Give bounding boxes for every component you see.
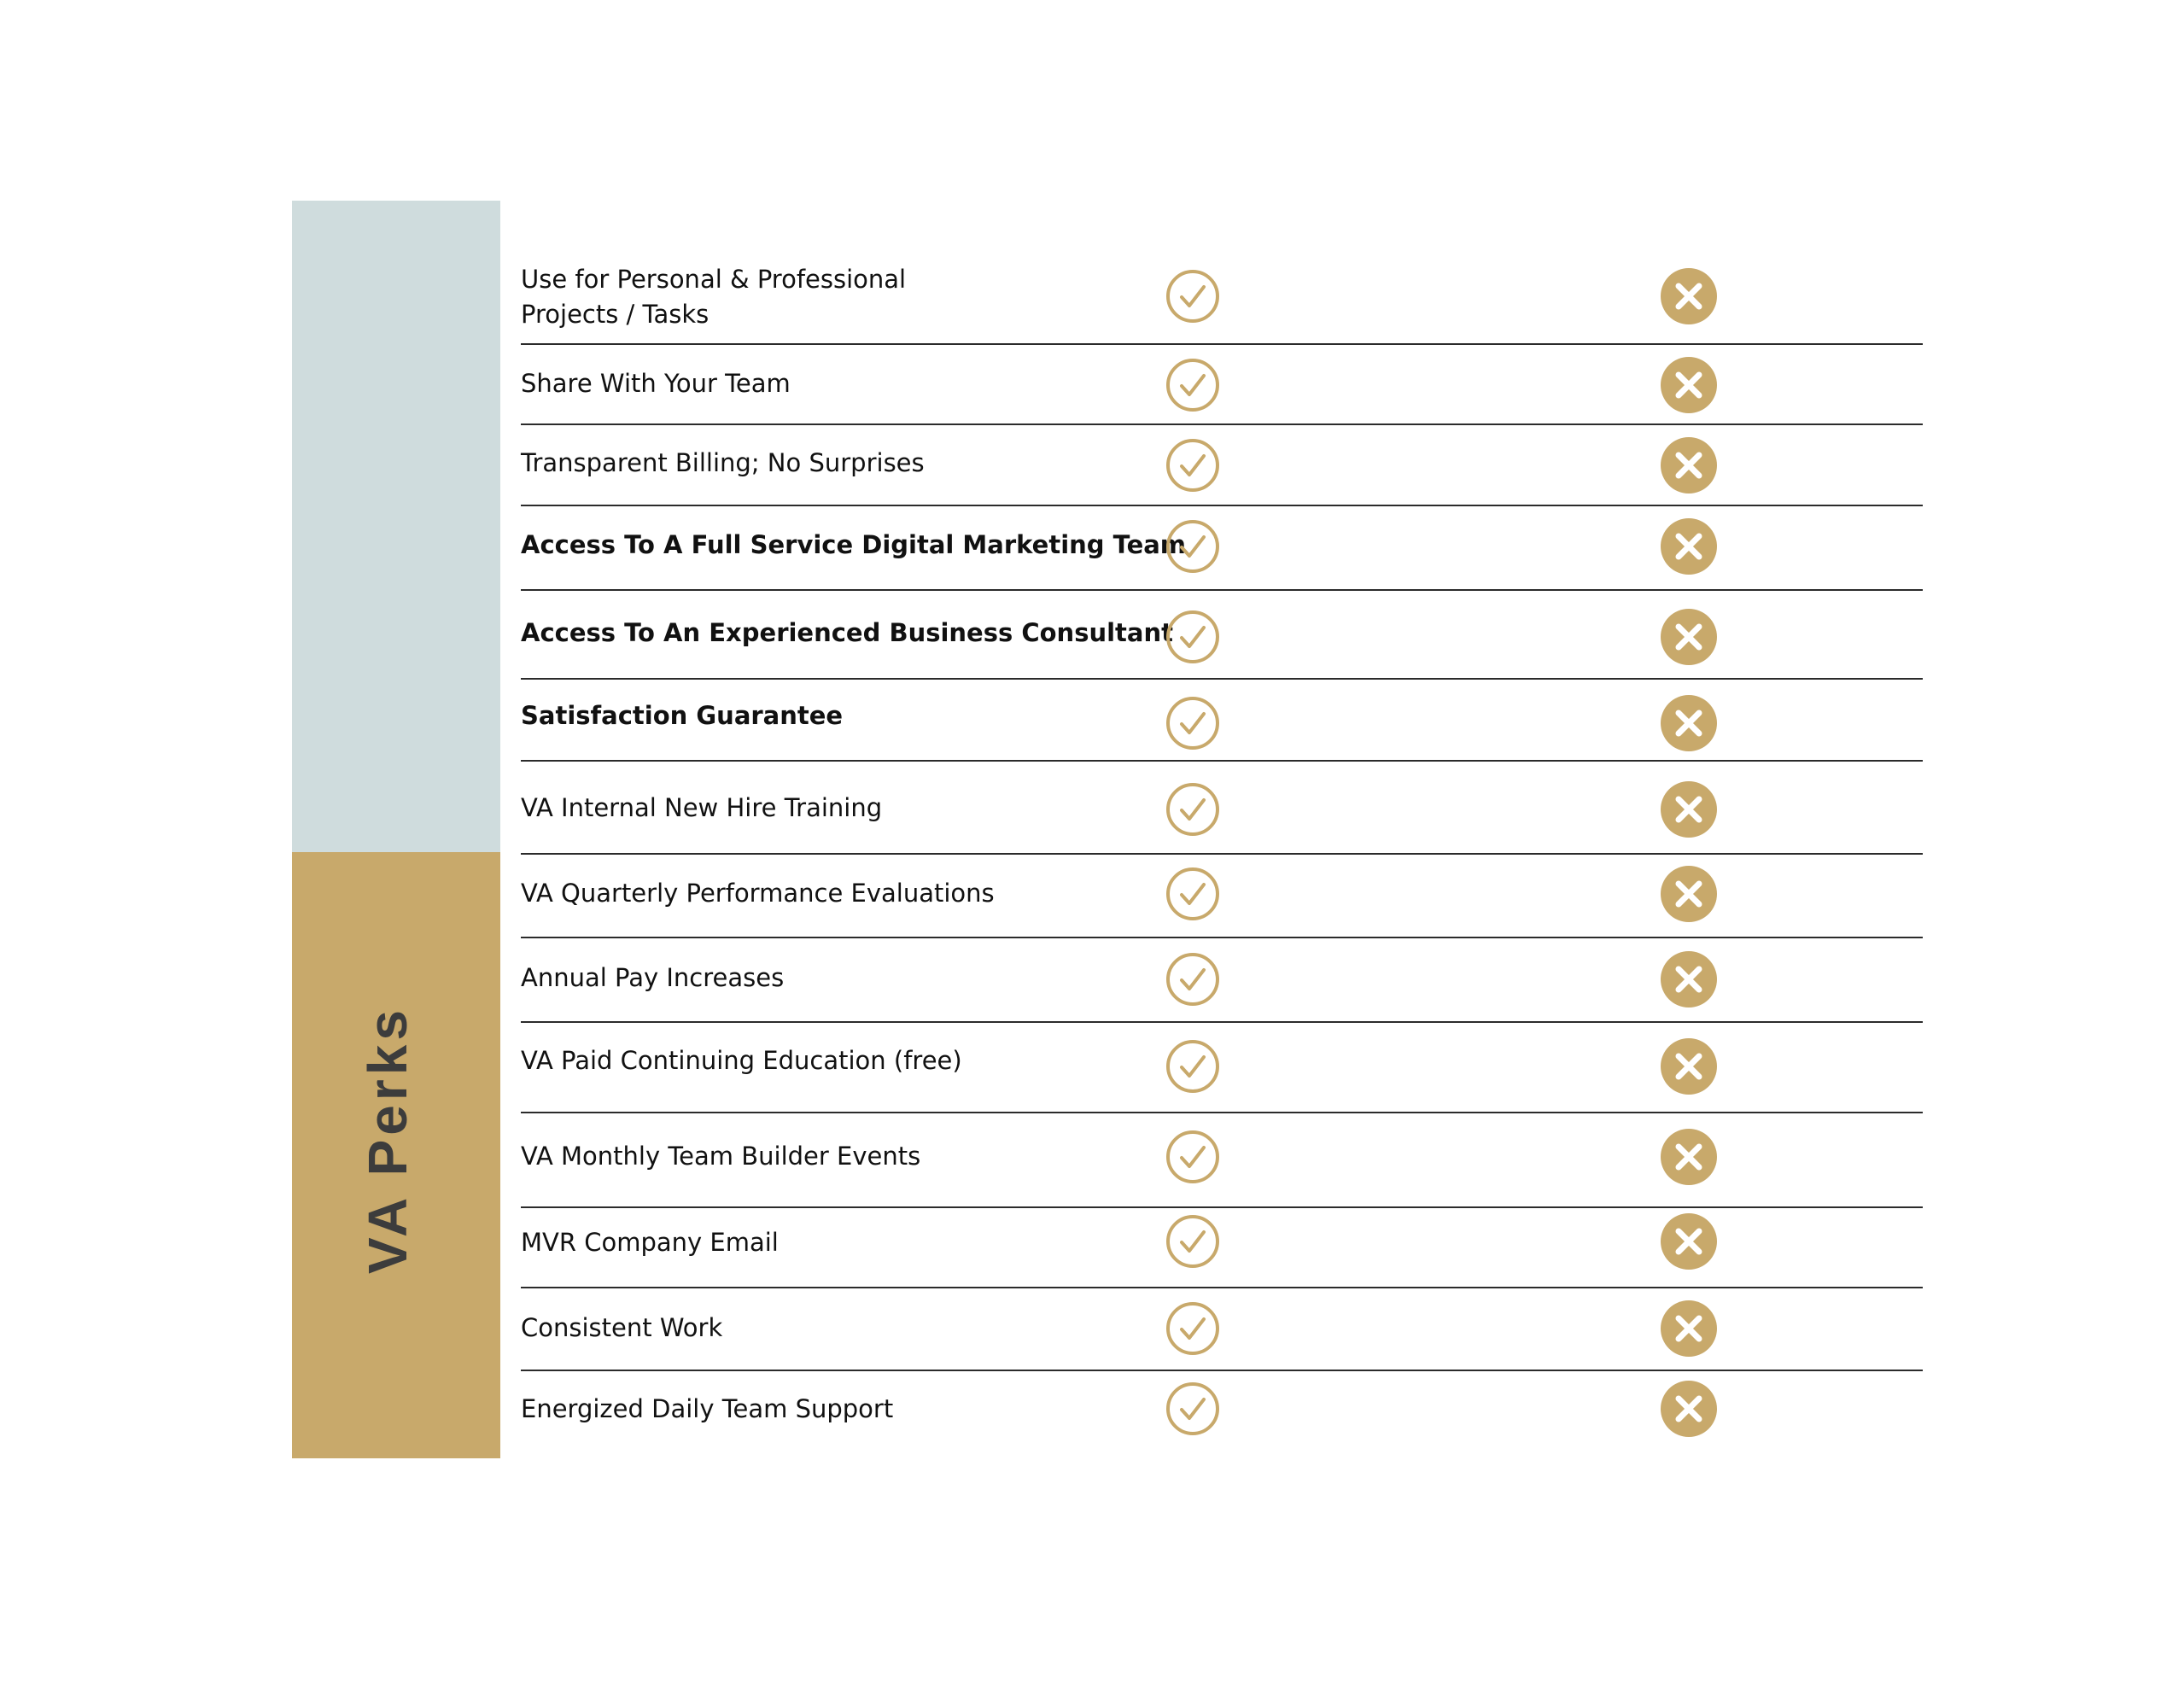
- row-divider: [521, 678, 1923, 680]
- row-label: Use for Personal & Professional Projects / Tasks: [521, 265, 907, 329]
- x-circle-icon: [1661, 951, 1717, 1008]
- row-divider: [521, 423, 1923, 425]
- x-circle-icon: [1661, 866, 1717, 922]
- row-divider: [521, 760, 1923, 762]
- x-circle-icon: [1661, 1213, 1717, 1270]
- row-label: Access To A Full Service Digital Marketing Team: [521, 530, 1187, 559]
- row-divider: [521, 589, 1923, 591]
- row-label: Transparent Billing; No Surprises: [521, 448, 925, 477]
- x-circle-icon: [1661, 1038, 1717, 1095]
- check-circle-icon: [1165, 866, 1221, 922]
- row-label: Share With Your Team: [521, 369, 791, 398]
- row-label: Access To An Experienced Business Consultant: [521, 618, 1173, 647]
- check-circle-icon: [1165, 1038, 1221, 1095]
- row-label: Energized Daily Team Support: [521, 1394, 894, 1423]
- check-circle-icon: [1165, 1213, 1221, 1270]
- row-label: VA Monthly Team Builder Events: [521, 1142, 921, 1171]
- check-circle-icon: [1165, 437, 1221, 494]
- check-circle-icon: [1165, 1381, 1221, 1437]
- check-circle-icon: [1165, 1300, 1221, 1357]
- row-label: MVR Company Email: [521, 1228, 779, 1257]
- row-label: VA Paid Continuing Education (free): [521, 1046, 962, 1075]
- check-circle-icon: [1165, 695, 1221, 751]
- x-circle-icon: [1661, 268, 1717, 324]
- row-divider: [521, 1206, 1923, 1208]
- row-divider: [521, 1021, 1923, 1023]
- row-divider: [521, 853, 1923, 855]
- row-divider: [521, 505, 1923, 506]
- x-circle-icon: [1661, 695, 1717, 751]
- row-label: Annual Pay Increases: [521, 963, 785, 992]
- x-circle-icon: [1661, 781, 1717, 838]
- sidebar-top-panel: [292, 201, 500, 852]
- x-circle-icon: [1661, 518, 1717, 575]
- sidebar-title: VA Perks: [357, 1006, 418, 1274]
- row-label: VA Quarterly Performance Evaluations: [521, 879, 995, 908]
- x-circle-icon: [1661, 1129, 1717, 1185]
- check-circle-icon: [1165, 268, 1221, 324]
- x-circle-icon: [1661, 357, 1717, 413]
- x-circle-icon: [1661, 1381, 1717, 1437]
- x-circle-icon: [1661, 609, 1717, 665]
- row-divider: [521, 343, 1923, 345]
- check-circle-icon: [1165, 781, 1221, 838]
- check-circle-icon: [1165, 518, 1221, 575]
- x-circle-icon: [1661, 437, 1717, 494]
- row-label: Satisfaction Guarantee: [521, 701, 844, 730]
- check-circle-icon: [1165, 357, 1221, 413]
- row-divider: [521, 1287, 1923, 1288]
- check-circle-icon: [1165, 609, 1221, 665]
- row-label: VA Internal New Hire Training: [521, 793, 883, 822]
- row-divider: [521, 937, 1923, 938]
- row-divider: [521, 1112, 1923, 1113]
- check-circle-icon: [1165, 1129, 1221, 1185]
- x-circle-icon: [1661, 1300, 1717, 1357]
- row-label: Consistent Work: [521, 1313, 723, 1342]
- check-circle-icon: [1165, 951, 1221, 1008]
- row-divider: [521, 1370, 1923, 1371]
